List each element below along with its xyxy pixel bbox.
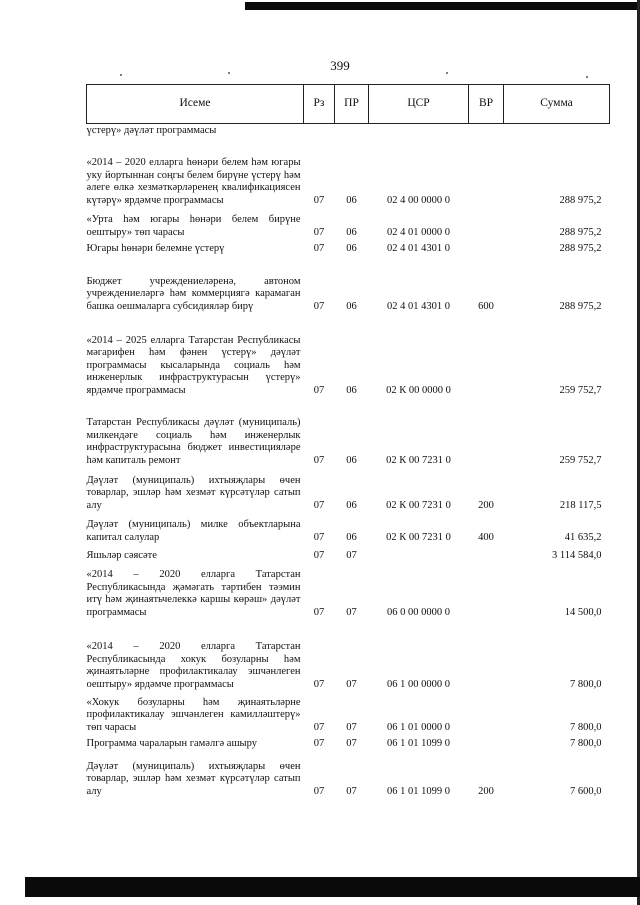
- row-csr: [369, 124, 469, 140]
- row-csr: 02 4 00 0000 0: [387, 195, 450, 206]
- row-pr: 07: [346, 607, 357, 618]
- row-vr: 200: [478, 786, 494, 797]
- row-name: Бюджет учреждениеләренә, автоном учреждениеләргә һәм коммерциягә карамаган башка оешмаларга субсидияләр бирү: [86, 275, 301, 312]
- row-pr: [335, 124, 369, 140]
- table-row: [87, 316, 610, 400]
- row-name: «Урта һәм югары һөнәри белем бирүне оештыру» төп чарасы: [86, 214, 301, 238]
- row-rz: 07: [313, 532, 325, 543]
- scan-speck: [586, 76, 588, 78]
- row-name: Программа чараларын гамәлгә ашыру: [86, 738, 257, 749]
- row-pr: 06: [346, 532, 357, 543]
- header-sum: Сумма: [504, 85, 610, 124]
- row-name: «2014 – 2020 елларга Татарстан Республикасында хокук бозуларны һәм җинаятьләрне профилактикалау эшчәнлеген оештыру» ярдәмче программасы: [86, 641, 301, 690]
- row-rz: 07: [313, 679, 325, 690]
- table-row: [87, 753, 610, 801]
- row-name: үстерү» дәүләт программасы: [86, 125, 217, 136]
- row-pr: 06: [346, 301, 357, 312]
- row-sum: 7 600,0: [570, 786, 602, 797]
- row-rz: 07: [313, 500, 325, 511]
- row-sum: 7 800,0: [570, 738, 602, 749]
- row-sum: 7 800,0: [570, 722, 602, 733]
- row-csr: 06 1 00 0000 0: [387, 679, 450, 690]
- row-csr: 02 К 00 7231 0: [386, 532, 451, 543]
- table-row: [87, 242, 610, 258]
- row-vr: [469, 242, 504, 258]
- row-vr: [469, 400, 504, 470]
- row-sum: 3 114 584,0: [552, 550, 602, 561]
- row-pr: 06: [346, 455, 357, 466]
- row-csr: 06 1 01 0000 0: [387, 722, 450, 733]
- row-rz: 07: [313, 227, 325, 238]
- row-sum: 41 635,2: [564, 532, 602, 543]
- row-name: Югары һөнәри белемне үстерү: [86, 243, 225, 254]
- row-sum: 14 500,0: [564, 607, 602, 618]
- row-vr: [469, 316, 504, 400]
- row-csr: 02 4 01 4301 0: [387, 301, 450, 312]
- table-row: [87, 737, 610, 753]
- row-vr: [469, 140, 504, 210]
- budget-table: [86, 84, 610, 801]
- row-csr: 02 К 00 0000 0: [386, 385, 451, 396]
- row-rz: 07: [313, 722, 325, 733]
- table-row: [87, 400, 610, 470]
- table-row: [87, 258, 610, 316]
- row-pr: 07: [346, 550, 357, 561]
- row-pr: 07: [346, 738, 357, 749]
- row-vr: 400: [478, 532, 494, 543]
- scan-speck: [228, 72, 230, 74]
- row-rz: 07: [313, 301, 325, 312]
- row-rz: 07: [313, 550, 325, 561]
- row-sum: 259 752,7: [559, 455, 602, 466]
- page-number: 399: [330, 58, 350, 73]
- header-vr: ВР: [469, 85, 504, 124]
- row-rz: 07: [313, 607, 325, 618]
- header-pr: ПР: [335, 85, 369, 124]
- row-vr: [469, 565, 504, 622]
- row-csr: 06 1 01 1099 0: [387, 786, 450, 797]
- row-pr: 06: [346, 227, 357, 238]
- row-sum: 288 975,2: [559, 301, 602, 312]
- row-vr: [469, 124, 504, 140]
- row-csr: 02 К 00 7231 0: [386, 500, 451, 511]
- row-pr: 07: [346, 722, 357, 733]
- row-rz: 07: [313, 385, 325, 396]
- row-name: Дәүләт (муниципаль) ихтыяҗлары өчен товарлар, эшләр һәм хезмәт күрсәтүләр сатып алу: [86, 474, 301, 511]
- row-pr: 06: [346, 500, 357, 511]
- row-name: Яшьләр сәясәте: [86, 550, 157, 561]
- scan-bottom-bar: [25, 877, 640, 897]
- row-sum: 259 752,7: [559, 385, 602, 396]
- table-row: [87, 547, 610, 565]
- row-rz: 07: [313, 243, 325, 254]
- header-csr: ЦСР: [369, 85, 469, 124]
- table-row: [87, 210, 610, 242]
- table-row: [87, 140, 610, 210]
- row-csr: 02 4 01 4301 0: [387, 243, 450, 254]
- row-pr: 06: [346, 195, 357, 206]
- row-rz: 07: [313, 195, 325, 206]
- row-vr: [469, 622, 504, 694]
- table-row: [87, 565, 610, 622]
- row-csr: 02 К 00 7231 0: [386, 455, 451, 466]
- table-row: [87, 470, 610, 515]
- row-name: «2014 – 2020 елларга һөнәри белем һәм югары уку йортыннан соңгы белем бирүне үстерү һәм әлеге өлкә хезмәткәрләренең квалификациясен күтәрү» ярдәмче программасы: [86, 157, 301, 206]
- table-row: [87, 124, 610, 140]
- row-vr: [469, 210, 504, 242]
- row-name: «2014 – 2025 елларга Татарстан Республикасы мәгарифен һәм фәнен үстерү» дәүләт программасы кысаларында социаль һәм инженерлык инфраструктурасын үстерү» ярдәмче программасы: [86, 334, 301, 396]
- row-sum: 288 975,2: [559, 195, 602, 206]
- row-vr: [469, 737, 504, 753]
- row-name: «2014 – 2020 елларга Татарстан Республикасында җәмәгать тәртибен тәэмин итү һәм җинаятьчелеккә каршы көрәш» дәүләт программасы: [86, 569, 301, 618]
- table-row: [87, 622, 610, 694]
- row-sum: [504, 124, 610, 140]
- row-name: Дәүләт (муниципаль) милке объектларына капитал салулар: [86, 519, 301, 543]
- row-pr: 06: [346, 385, 357, 396]
- row-sum: 7 800,0: [570, 679, 602, 690]
- row-csr: 02 4 01 0000 0: [387, 227, 450, 238]
- row-sum: 288 975,2: [559, 243, 602, 254]
- row-name: Дәүләт (муниципаль) ихтыяҗлары өчен товарлар, эшләр һәм хезмәт күрсәтүләр сатып алу: [86, 760, 301, 797]
- row-pr: 07: [346, 786, 357, 797]
- row-csr: 06 0 00 0000 0: [387, 607, 450, 618]
- row-rz: [304, 124, 335, 140]
- row-csr: [369, 547, 469, 565]
- row-sum: 288 975,2: [559, 227, 602, 238]
- row-vr: 600: [478, 301, 494, 312]
- scan-top-bar: [245, 2, 640, 10]
- row-name: «Хокук бозуларны һәм җинаятьләрне профилактикалау эшчәнлеген камилләштерү» төп чарасы: [86, 696, 301, 733]
- header-rz: Рз: [304, 85, 335, 124]
- table-row: [87, 694, 610, 737]
- row-pr: 06: [346, 243, 357, 254]
- row-rz: 07: [313, 738, 325, 749]
- row-pr: 07: [346, 679, 357, 690]
- row-vr: [469, 694, 504, 737]
- row-name: Татарстан Республикасы дәүләт (муниципаль) милкендәге социаль һәм инженерлык инфраструктурасына бюджет инвестицияләре һәм капиталь ремонт: [86, 417, 301, 466]
- table-header-row: [87, 85, 610, 124]
- row-sum: 218 117,5: [559, 500, 602, 511]
- table-row: [87, 515, 610, 547]
- header-name: Исеме: [87, 85, 304, 124]
- row-vr: [469, 547, 504, 565]
- scan-speck: [120, 74, 122, 76]
- row-vr: 200: [478, 500, 494, 511]
- row-rz: 07: [313, 786, 325, 797]
- row-rz: 07: [313, 455, 325, 466]
- row-csr: 06 1 01 1099 0: [387, 738, 450, 749]
- scan-speck: [446, 72, 448, 74]
